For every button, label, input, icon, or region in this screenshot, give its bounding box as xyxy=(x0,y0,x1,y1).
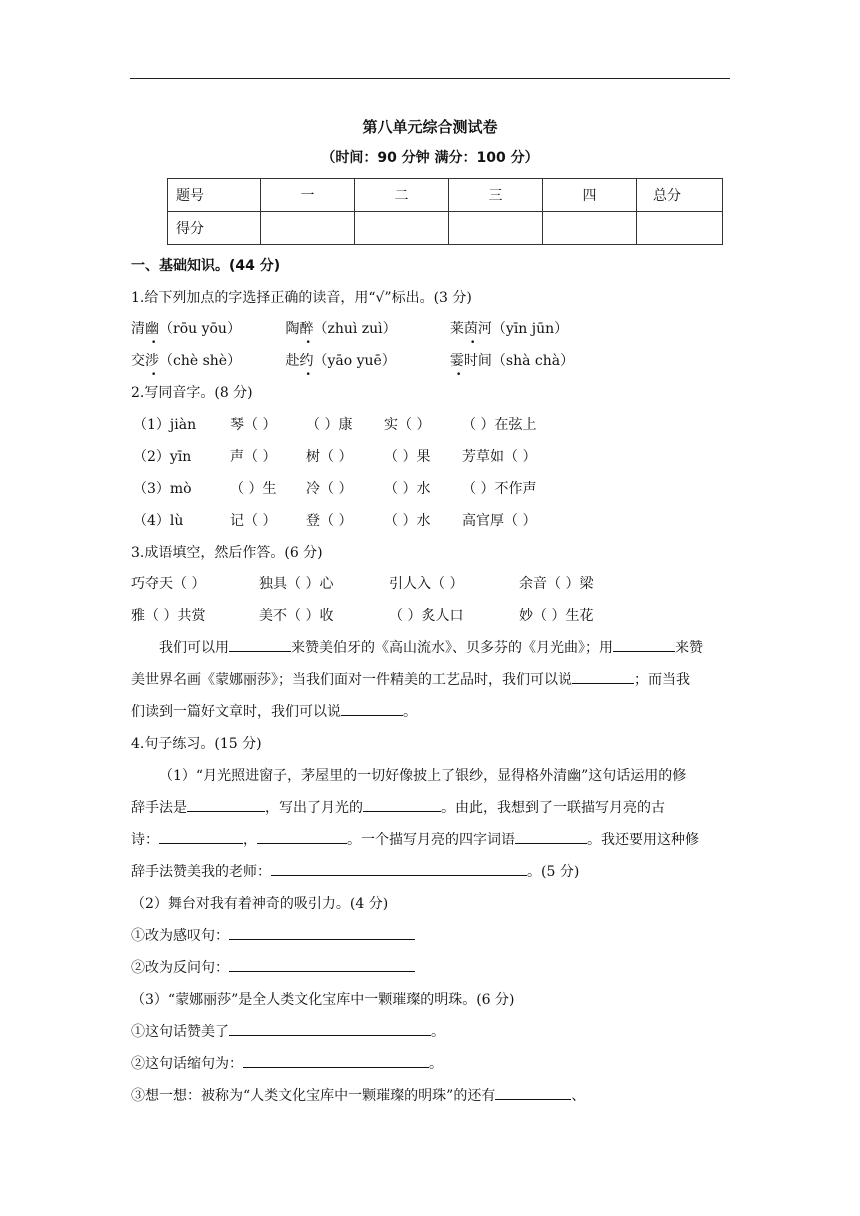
answer-blank[interactable] xyxy=(229,637,291,652)
section-heading: 一、基础知识。(44 分) xyxy=(131,258,281,274)
table-cell: 四 xyxy=(543,179,637,212)
q2-row xyxy=(133,510,536,530)
pinyin-item: 赴约（yāo yuē） xyxy=(285,353,396,369)
q2-row xyxy=(133,446,536,466)
q2-blank-item[interactable]: 实（ ） xyxy=(384,417,431,433)
q4-p1-line: 辞手法赞美我的老师： 。(5 分) xyxy=(131,861,579,881)
table-cell: 题号 xyxy=(168,179,261,212)
q2-blank-item[interactable]: 芳草如（ ） xyxy=(462,449,537,465)
q3-idiom-row xyxy=(131,605,593,625)
answer-blank[interactable] xyxy=(229,957,415,972)
idiom-blank[interactable]: 引人入（ ） xyxy=(389,576,464,592)
score-cell[interactable] xyxy=(637,212,723,245)
table-cell: 一 xyxy=(261,179,355,212)
q2-blank-item[interactable]: （ ）水 xyxy=(384,513,431,529)
idiom-blank[interactable]: 妙（ ）生花 xyxy=(519,608,594,624)
q4-p2-line: ①改为感叹句： xyxy=(131,925,415,945)
idiom-blank[interactable]: 余音（ ）梁 xyxy=(519,576,594,592)
q2-blank-item[interactable]: 高官厚（ ） xyxy=(462,513,537,529)
answer-blank[interactable] xyxy=(341,701,403,716)
q4-p1-line: 辞手法是 ，写出了月光的 。由此，我想到了一联描写月亮的古 xyxy=(131,797,665,817)
q2-blank-item[interactable]: （ ）在弦上 xyxy=(462,417,537,433)
table-cell: 三 xyxy=(449,179,543,212)
answer-blank[interactable] xyxy=(271,861,527,876)
answer-blank[interactable] xyxy=(363,797,441,812)
q2-pinyin: （3）mò xyxy=(133,481,192,497)
answer-blank[interactable] xyxy=(257,829,347,844)
idiom-blank[interactable]: 独具（ ）心 xyxy=(259,576,334,592)
q3-prompt: 3.成语填空，然后作答。(6 分) xyxy=(131,545,323,561)
q2-blank-item[interactable]: （ ）生 xyxy=(230,481,277,497)
table-row xyxy=(168,212,723,245)
q4-p1-line: 诗： ， 。一个描写月亮的四字词语 。我还要用这种修 xyxy=(131,829,699,849)
idiom-blank[interactable]: 美不（ ）收 xyxy=(259,608,334,624)
q2-blank-item[interactable]: 声（ ） xyxy=(230,449,277,465)
answer-blank[interactable] xyxy=(515,829,587,844)
pinyin-item: 霎时间（shà chà） xyxy=(449,353,575,369)
idiom-blank[interactable]: 雅（ ）共赏 xyxy=(131,608,206,624)
q4-p3-line: ③想一想：被称为“人类文化宝库中一颗璀璨的明珠”的还有 、 xyxy=(131,1085,585,1105)
q1-row-1 xyxy=(131,318,568,338)
q2-blank-item[interactable]: （ ）康 xyxy=(306,417,353,433)
q2-row xyxy=(133,478,536,498)
q2-blank-item[interactable]: （ ）果 xyxy=(384,449,431,465)
q2-pinyin: （4）lù xyxy=(133,513,184,529)
q4-p2-prompt: （2）舞台对我有着神奇的吸引力。(4 分) xyxy=(131,896,389,912)
answer-blank[interactable] xyxy=(229,925,415,940)
q1-row-2 xyxy=(131,350,574,370)
q4-p3-prompt: （3）“蒙娜丽莎”是全人类文化宝库中一颗璀璨的明珠。(6 分) xyxy=(131,992,515,1008)
idiom-blank[interactable]: 巧夺天（ ） xyxy=(131,576,206,592)
score-table xyxy=(167,178,723,245)
q4-p3-line: ②这句话缩句为： 。 xyxy=(131,1053,443,1073)
q2-blank-item[interactable]: 记（ ） xyxy=(230,513,277,529)
pinyin-item: 交涉（chè shè） xyxy=(131,353,242,369)
answer-blank[interactable] xyxy=(243,1053,429,1068)
score-cell[interactable] xyxy=(543,212,637,245)
q2-blank-item[interactable]: 登（ ） xyxy=(306,513,353,529)
q4-p3-line: ①这句话赞美了 。 xyxy=(131,1021,445,1041)
q4-p1-line: （1）“月光照进窗子，茅屋里的一切好像披上了银纱，显得格外清幽”这句话运用的修 xyxy=(159,768,687,784)
q2-blank-item[interactable]: 树（ ） xyxy=(306,449,353,465)
idiom-blank[interactable]: （ ）炙人口 xyxy=(389,608,464,624)
q2-pinyin: （2）yīn xyxy=(133,449,192,465)
answer-blank[interactable] xyxy=(159,829,243,844)
table-cell: 得分 xyxy=(168,212,261,245)
q2-blank-item[interactable]: 琴（ ） xyxy=(230,417,277,433)
pinyin-item: 莱茵河（yīn jūn） xyxy=(449,321,569,337)
q2-prompt: 2.写同音字。(8 分) xyxy=(131,385,253,401)
q3-idiom-row xyxy=(131,573,593,593)
header-rule xyxy=(130,78,730,79)
pinyin-item: 清幽（rōu yōu） xyxy=(131,321,241,337)
page-subtitle: （时间：90 分钟 满分：100 分） xyxy=(321,150,539,166)
answer-blank[interactable] xyxy=(229,1021,431,1036)
score-cell[interactable] xyxy=(449,212,543,245)
pinyin-item: 陶醉（zhuì zuì） xyxy=(285,321,397,337)
score-cell[interactable] xyxy=(261,212,355,245)
table-row xyxy=(168,179,723,212)
q3-paragraph-line: 我们可以用 来赞美伯牙的《高山流水》、贝多芬的《月光曲》；用 来赞 xyxy=(159,637,703,657)
q3-paragraph-line: 美世界名画《蒙娜丽莎》；当我们面对一件精美的工艺品时，我们可以说 ；而当我 xyxy=(131,669,690,689)
answer-blank[interactable] xyxy=(187,797,265,812)
q2-blank-item[interactable]: （ ）水 xyxy=(384,481,431,497)
q4-prompt: 4.句子练习。(15 分) xyxy=(131,736,262,752)
score-cell[interactable] xyxy=(355,212,449,245)
q2-row xyxy=(133,414,536,434)
page-title: 第八单元综合测试卷 xyxy=(362,118,498,136)
q1-prompt: 1.给下列加点的字选择正确的读音，用“√”标出。(3 分) xyxy=(131,290,472,306)
q2-blank-item[interactable]: 冷（ ） xyxy=(306,481,353,497)
q3-paragraph-line: 们读到一篇好文章时，我们可以说 。 xyxy=(131,701,417,721)
answer-blank[interactable] xyxy=(495,1085,571,1100)
table-cell: 总分 xyxy=(637,179,723,212)
answer-blank[interactable] xyxy=(572,669,634,684)
q2-blank-item[interactable]: （ ）不作声 xyxy=(462,481,537,497)
table-cell: 二 xyxy=(355,179,449,212)
q2-pinyin: （1）jiàn xyxy=(133,417,197,433)
q4-p2-line: ②改为反问句： xyxy=(131,957,415,977)
answer-blank[interactable] xyxy=(613,637,675,652)
